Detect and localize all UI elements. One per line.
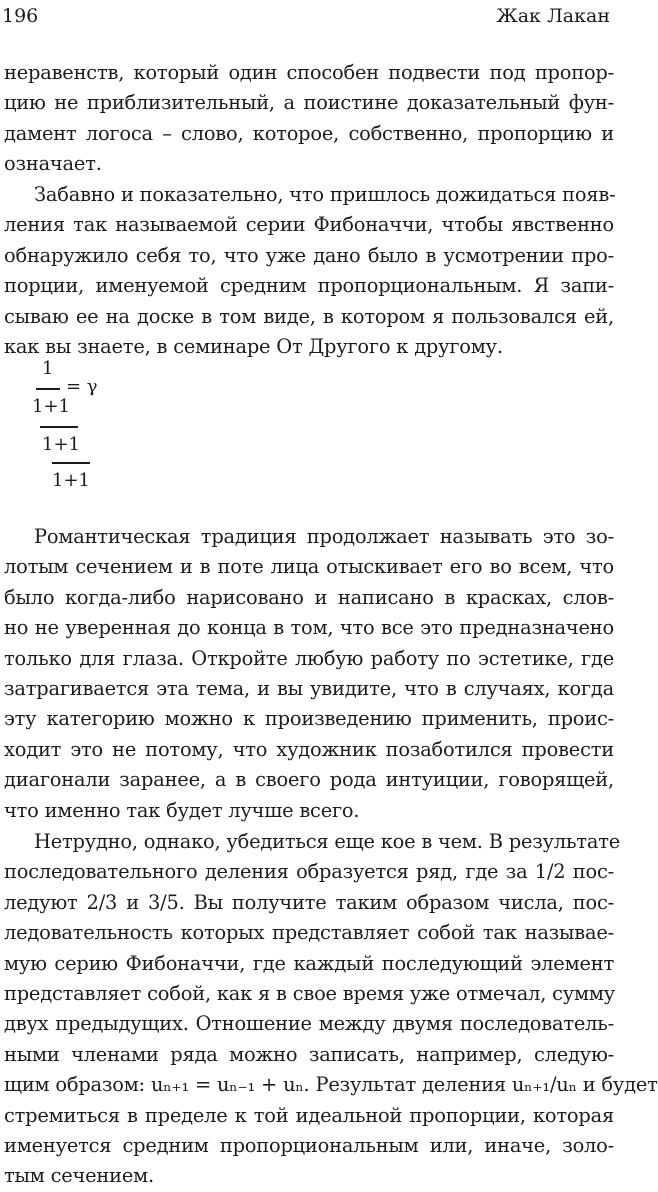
text-line: щим образом: uₙ₊₁ = uₙ₋₁ + uₙ. Результат деления uₙ₊₁/uₙ и будет <box>4 1073 658 1097</box>
text-line: представляет собой, как я в свое время уже отмечал, сумму <box>4 981 615 1005</box>
text-line: означает. <box>4 152 102 176</box>
formula-denominator: 1+1 <box>32 396 70 417</box>
formula-numerator: 1 <box>42 358 54 379</box>
text-line: как вы знаете, в семинаре От Другого к другому. <box>4 334 503 358</box>
text-line: цию не приблизительный, а поистине доказательный фун- <box>4 91 614 115</box>
paragraph-1 <box>4 58 614 180</box>
text-line: мую серию Фибоначчи, где каждый последующий элемент <box>4 951 614 975</box>
paragraph-4 <box>4 827 658 1192</box>
formula-denominator: 1+1 <box>42 434 80 455</box>
text-line: именуется средним пропорциональным или, иначе, золо- <box>4 1133 614 1157</box>
text-line: сываю ее на доске в том виде, в котором я пользовался ей, <box>4 304 614 328</box>
fraction-bar <box>36 388 60 390</box>
running-title: Жак Лакан <box>496 5 610 27</box>
text-line: эту категорию можно к произведению применить, проис- <box>4 707 614 731</box>
text-line: было когда-либо нарисовано и написано в красках, слов- <box>4 585 614 609</box>
text-line: только для глаза. Откройте любую работу по эстетике, где <box>4 646 614 670</box>
text-line: двух предыдущих. Отношение между двумя последователь- <box>4 1012 614 1036</box>
text-line: дамент логоса – слово, которое, собственно, пропорцию и <box>4 121 614 145</box>
fraction-bar <box>40 426 78 428</box>
text-line: стремиться в пределе к той идеальной пропорции, которая <box>4 1103 614 1127</box>
text-line: Романтическая традиция продолжает называть это зо- <box>34 525 614 548</box>
formula-equals: = γ <box>66 376 98 397</box>
text-line: последовательного деления образуется ряд, где за 1/2 пос- <box>4 860 614 884</box>
continued-fraction-formula <box>30 350 150 500</box>
paragraph-2 <box>4 180 614 362</box>
text-line: ходит это не потому, что художник позаботился провести <box>4 737 614 761</box>
page-number: 196 <box>2 5 39 27</box>
text-line: затрагивается эта тема, и вы увидите, что в случаях, когда <box>4 676 614 700</box>
paragraph-3 <box>4 522 614 826</box>
text-line: лотым сечением и в поте лица отыскивает его во всем, что <box>4 555 614 579</box>
text-line: ледовательность которых представляет собой так называе- <box>4 921 614 945</box>
text-line: неравенств, который один способен подвести под пропор- <box>4 61 614 84</box>
text-line: порции, именуемой средним пропорциональным. Я запи- <box>4 274 614 298</box>
formula-denominator: 1+1 <box>52 470 90 491</box>
text-line: ледуют 2/3 и 3/5. Вы получите таким образом числа, пос- <box>4 890 614 914</box>
fraction-bar <box>52 462 90 464</box>
text-line: Забавно и показательно, что пришлось дожидаться появ- <box>34 183 616 206</box>
text-line: тым сечением. <box>4 1164 155 1188</box>
text-line: Нетрудно, однако, убедиться еще кое в чем. В результате <box>34 830 620 853</box>
text-line: ления так называемой серии Фибоначчи, чтобы явственно <box>4 213 614 237</box>
text-line: но не уверенная до конца в том, что все это предназначено <box>4 616 614 640</box>
text-line: что именно так будет лучше всего. <box>4 798 360 822</box>
text-line: диагонали заранее, а в своего рода интуиции, говорящей, <box>4 768 614 792</box>
text-line: обнаружило себя то, что уже дано было в усмотрении про- <box>4 243 614 267</box>
text-line: ными членами ряда можно записать, например, следую- <box>4 1042 614 1066</box>
